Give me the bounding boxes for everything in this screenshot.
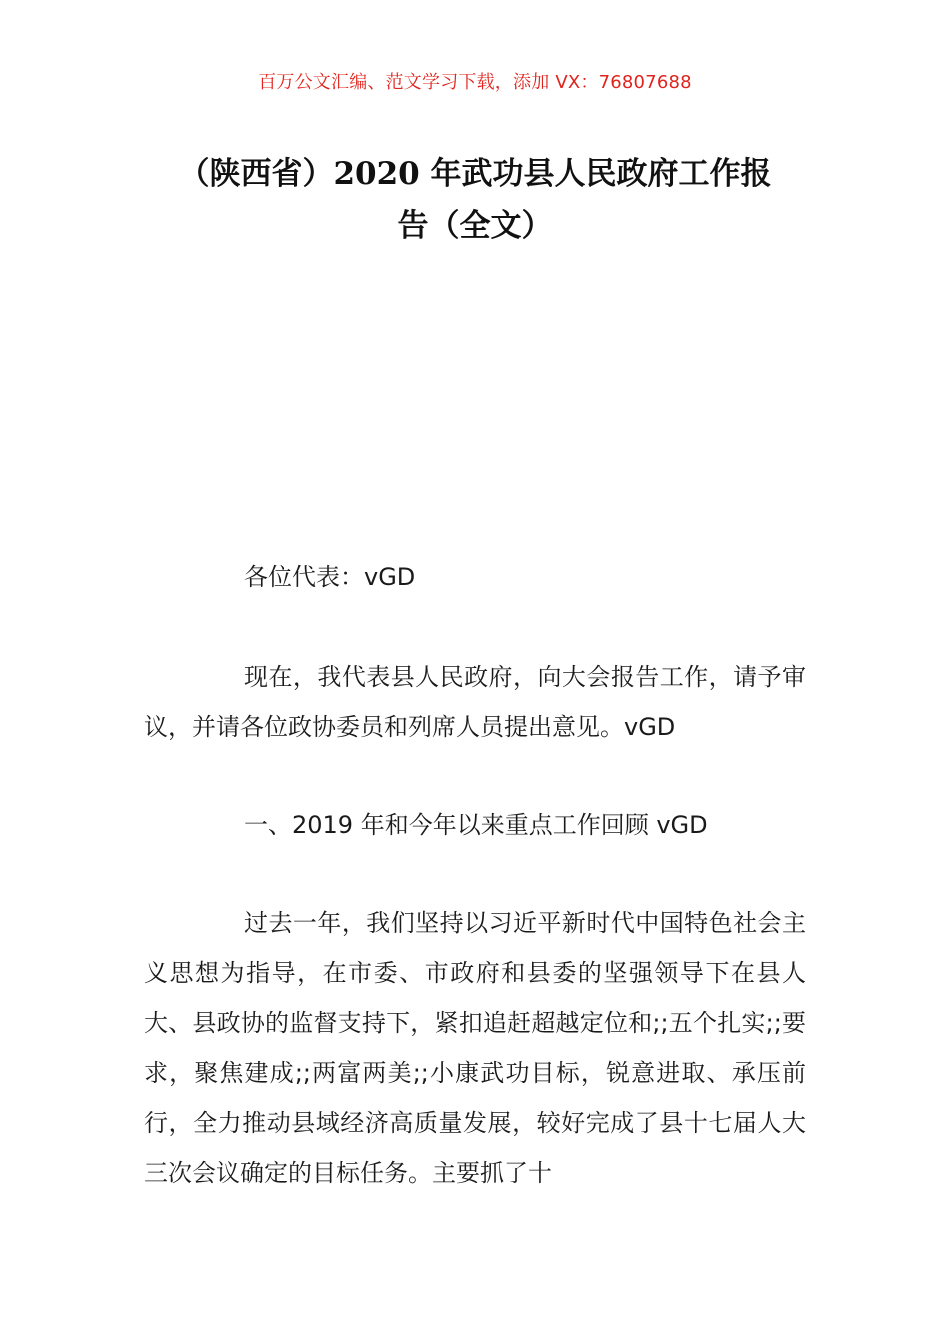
- section-heading: 一、2019 年和今年以来重点工作回顾 vGD: [244, 811, 708, 839]
- header-watermark: 百万公文汇编、范文学习下载，添加 VX：76807688: [258, 72, 692, 93]
- title-line-2: 告（全文）: [397, 208, 553, 244]
- document-body: [144, 552, 806, 1198]
- intro-paragraph: 现在，我代表县人民政府，向大会报告工作，请予审议，并请各位政协委员和列席人员提出意见。vGD: [144, 663, 806, 741]
- body-paragraph: 过去一年，我们坚持以习近平新时代中国特色社会主义思想为指导，在市委、市政府和县委的坚强领导下在县人大、县政协的监督支持下，紧扣追赶超越定位和;;五个扎实;;要求，聚焦建成;;两富两美;;小康武功目标，锐意进取、承压前行，全力推动县域经济高质量发展，较好完成了县十七届人大三次会议确定的目标任务。主要抓了十: [144, 909, 806, 1187]
- title-line-1: （陕西省）2020 年武功县人民政府工作报: [178, 156, 772, 192]
- salutation-paragraph: 各位代表：vGD: [244, 563, 416, 591]
- document-title: [120, 148, 830, 252]
